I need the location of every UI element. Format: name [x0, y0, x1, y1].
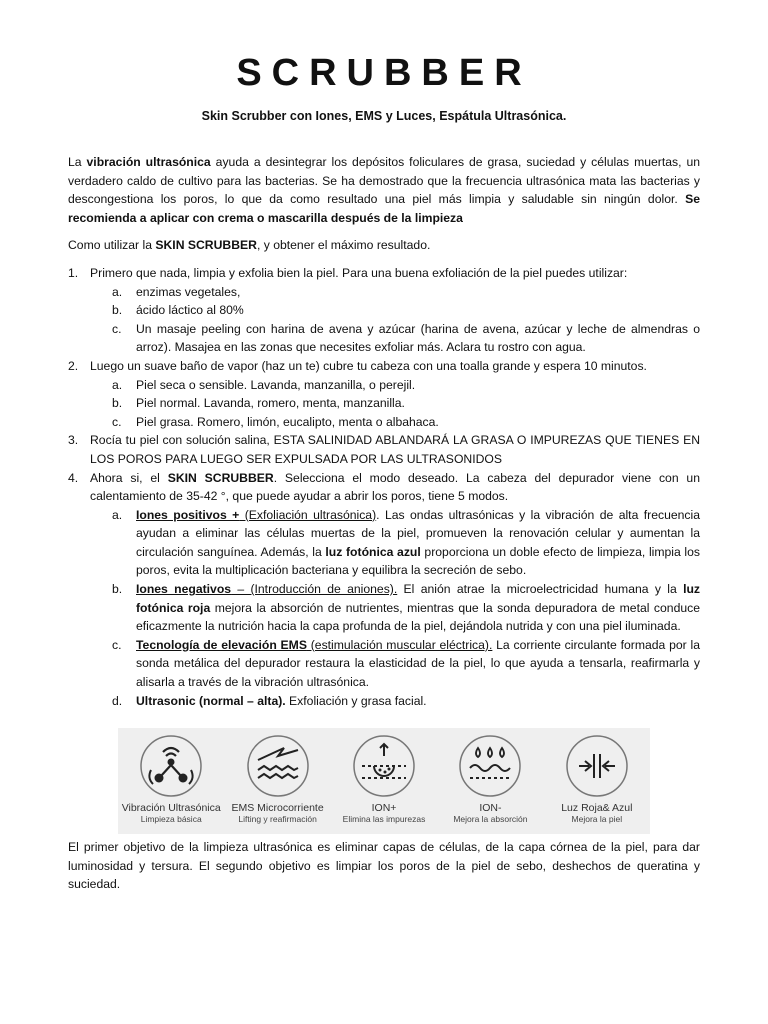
mode-text: El anión atrae la microelectricidad humana y la [397, 582, 684, 597]
mode-text: mejora la absorción de nutrientes, mientras que la sonda depuradora de metal conduce eficazmente la nutrición hacia la capa profunda de la piel, dejándola nutrida y con una piel iluminada. [136, 600, 700, 634]
substep-text: Piel seca o sensible. Lavanda, manzanilla, o perejil. [136, 377, 416, 392]
feature-ion-plus [331, 728, 437, 834]
mode-name: Iones negativos [136, 582, 232, 597]
step-text: Rocía tu piel con solución salina, ESTA SALINIDAD ABLANDARÁ LA GRASA O IMPUREZAS QUE TIENES EN LOS POROS PARA LUEGO SER EXPULSADA POR LAS ULTRASONIDOS [90, 433, 700, 466]
mode-highlight: luz fotónica azul [325, 544, 421, 559]
feature-ems [224, 728, 330, 834]
substep-letter: c. [112, 321, 122, 336]
intro-text: La [68, 155, 87, 169]
feature-caption: Lifting y reafirmación [238, 814, 317, 824]
feature-caption: Mejora la piel [571, 814, 623, 824]
substep-text: Piel grasa. Romero, limón, eucalipto, menta o albahaca. [136, 414, 439, 429]
ion-minus-icon [456, 732, 524, 800]
ultrasonic-vibration-icon [137, 732, 205, 800]
feature-ion-minus [437, 728, 543, 834]
substep-item [90, 301, 700, 320]
feature-caption: Mejora la absorción [453, 814, 528, 824]
step-text: Ahora si, el [90, 470, 168, 485]
substep-item [90, 413, 700, 432]
substep-letter: c. [112, 414, 122, 429]
substep-item [90, 283, 700, 302]
mode-item [90, 636, 700, 692]
substep-text: Piel normal. Lavanda, romero, menta, manzanilla. [136, 396, 405, 411]
substep-item [90, 376, 700, 395]
step-text: . Selecciona el modo deseado. La cabeza del depurador viene con un calentamiento de 35-42 °, que puede ayudar a abrir los poros, tiene 5 modos. [90, 470, 700, 504]
mode-letter: a. [112, 507, 123, 522]
document-title: SCRUBBER [236, 52, 532, 94]
feature-caption: Elimina las impurezas [342, 814, 426, 824]
closing-paragraph: El primer objetivo de la limpieza ultrasónica es eliminar capas de células, de la capa córnea de la piel, para dar luminosidad y tersura. El segundo objetivo es limpiar los poros de la piel de sebo, deshechos de queratina y suciedad. [68, 840, 700, 892]
intro-recommendation: Se recomienda a aplicar con crema o mascarilla después de la limpieza [68, 192, 700, 225]
mode-text: proporciona un doble efecto de limpieza, limpia los poros, evita la multiplicación bacteriana y equilibra la secreción de sebo. [136, 544, 701, 578]
feature-icons-strip [118, 728, 650, 834]
feature-label: ION+ [371, 802, 397, 814]
mode-name: Tecnología de elevación EMS [136, 637, 307, 652]
steps-list [68, 264, 700, 710]
usage-heading [68, 236, 700, 255]
intro-text: ayuda a desintegrar los depósitos foliculares de grasa, suciedad y células muertas, un verdadero caldo de cultivo para las bacterias. Se ha demostrado que la frecuencia ultrasónica mata las bacterias y descongestiona los poros, lo que da como resultado una piel más limpia y saludable sin ningún dolor. [68, 155, 700, 207]
document-subtitle: Skin Scrubber con Iones, EMS y Luces, Espátula Ultrasónica. [201, 109, 567, 123]
document-body [68, 153, 700, 710]
mode-name: Ultrasonic (normal – alta). [136, 693, 286, 708]
substep-letter: b. [112, 396, 123, 411]
mode-item [90, 506, 700, 580]
substep-item [90, 394, 700, 413]
mode-name: Iones positivos + [136, 507, 240, 522]
feature-label: ION- [479, 802, 502, 814]
step-number: 2. [68, 358, 79, 373]
mode-subtitle: (estimulación muscular eléctrica). [306, 637, 493, 652]
ems-microcurrent-icon [244, 732, 312, 800]
mode-letter: b. [112, 582, 123, 597]
step-item [68, 431, 700, 468]
mode-list [90, 506, 700, 711]
mode-text: La corriente circulante formada por la sonda metálica del depurador restaura la elasticidad de la piel, lo que ayuda a tensarla, reafirmarla y alisarla a través de la vibración ultrasónica. [136, 637, 700, 690]
mode-text: Exfoliación y grasa facial. [285, 693, 427, 708]
feature-light [544, 728, 650, 834]
substep-item [90, 320, 700, 357]
step-number: 3. [68, 433, 79, 448]
mode-subtitle: – (Introducción de aniones). [231, 582, 398, 597]
substep-letter: a. [112, 377, 123, 392]
red-blue-light-icon [563, 732, 631, 800]
step-text: Primero que nada, limpia y exfolia bien la piel. Para una buena exfoliación de la piel puedes utilizar: [90, 265, 628, 280]
substep-text: ácido láctico al 80% [136, 303, 244, 318]
mode-letter: c. [112, 637, 122, 652]
step-number: 4. [68, 470, 79, 485]
mode-text: . Las ondas ultrasónicas y la vibración de alta frecuencia ayudan a eliminar las células muertas de la piel, promueven la renovación celular y aumentan la circulación sanguínea. Además, la [136, 507, 700, 559]
step-item [68, 357, 700, 431]
intro-paragraph [68, 153, 700, 227]
mode-letter: d. [112, 693, 123, 708]
mode-item [90, 692, 700, 711]
step-text: Luego un suave baño de vapor (haz un te) cubre tu cabeza con una toalla grande y espera 10 minutos. [90, 358, 647, 373]
usage-text: , y obtener el máximo resultado. [256, 238, 431, 253]
substep-list [90, 376, 700, 432]
feature-label: EMS Microcorriente [231, 802, 324, 814]
substep-text: enzimas vegetales, [136, 284, 241, 299]
product-name: SKIN SCRUBBER [155, 238, 257, 253]
ion-plus-icon [350, 732, 418, 800]
mode-subtitle: (Exfoliación ultrasónica) [239, 507, 377, 522]
substep-list [90, 283, 700, 357]
substep-letter: a. [112, 284, 123, 299]
usage-text: Como utilizar la [68, 238, 156, 253]
mode-highlight: luz fotónica roja [136, 582, 700, 615]
feature-caption: Limpieza básica [140, 814, 202, 824]
step-item [68, 264, 700, 357]
feature-ultrasonic [118, 728, 224, 834]
product-name: SKIN SCRUBBER [167, 470, 274, 485]
substep-text: Un masaje peeling con harina de avena y azúcar (harina de avena, azúcar y leche de almendras o arroz). Masajea en las zonas que necesites exfoliar más. Aclara tu rostro con agua. [136, 321, 700, 355]
step-number: 1. [68, 265, 79, 280]
substep-letter: b. [112, 303, 123, 318]
step-item [68, 469, 700, 711]
feature-label: Vibración Ultrasónica [121, 802, 221, 814]
feature-label: Luz Roja& Azul [561, 802, 633, 814]
mode-item [90, 580, 700, 636]
intro-bold-term: vibración ultrasónica [86, 155, 211, 169]
